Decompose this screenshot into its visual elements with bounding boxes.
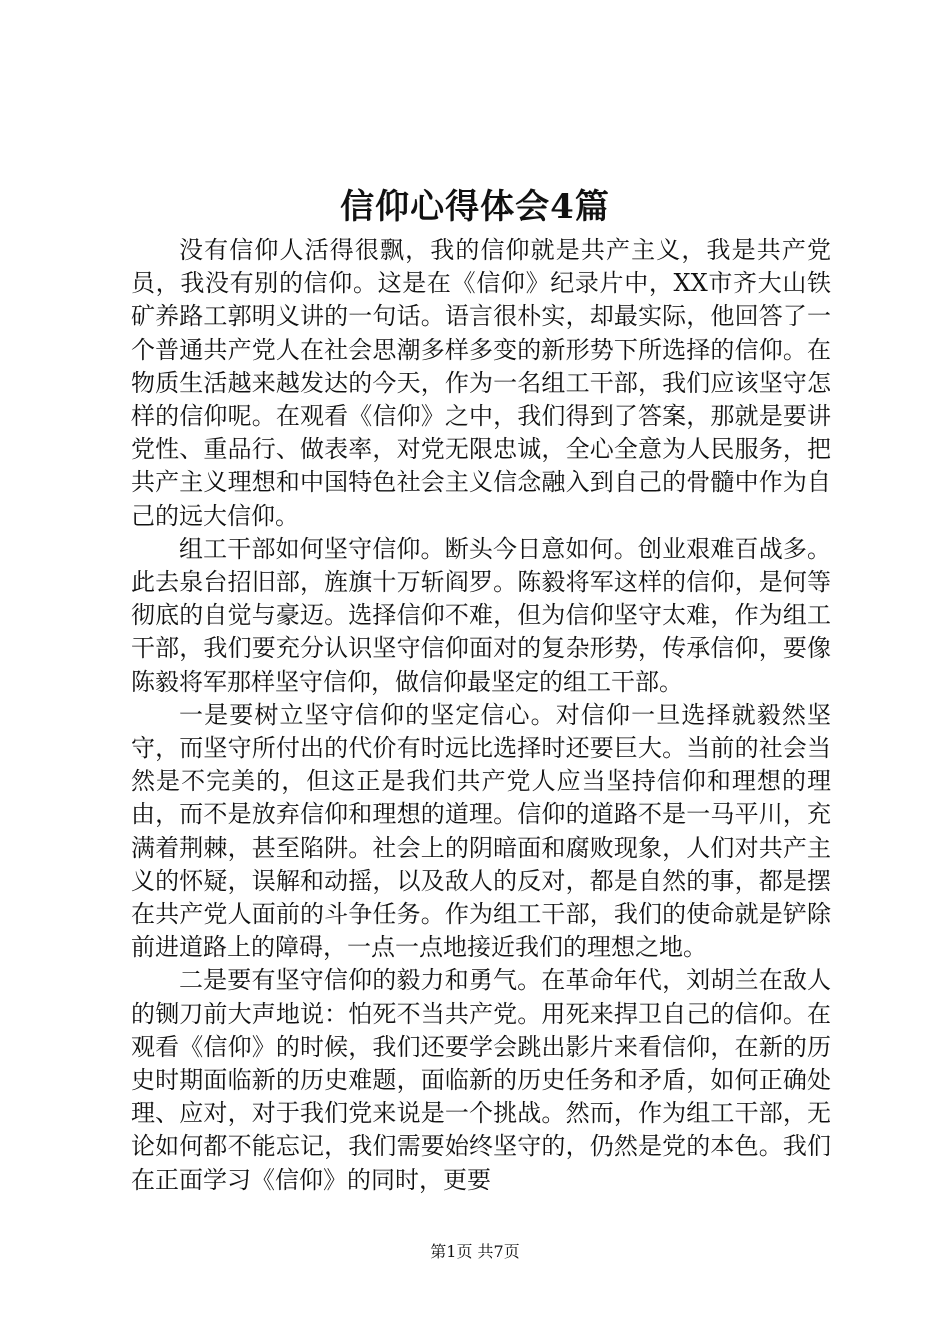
document-title: 信仰心得体会4篇 (340, 187, 610, 227)
paragraph-1: 没有信仰人活得很飘，我的信仰就是共产主义，我是共产党员，我没有别的信仰。这是在《信仰》纪录片中，XX市齐大山铁矿养路工郭明义讲的一句话。语言很朴实，却最实际，他回答了一个普通共产党人在社会思潮多样多变的新形势下所选择的信仰。在物质生活越来越发达的今天，作为一名组工干部，我们应该坚守怎样的信仰呢。在观看《信仰》之中，我们得到了答案，那就是要讲党性、重品行、做表率，对党无限忠诚，全心全意为人民服务，把共产主义理想和中国特色社会主义信念融入到自己的骨髓中作为自己的远大信仰。 (131, 236, 831, 530)
page-footer: 第1页 共7页 (430, 1242, 520, 1261)
paragraph-4: 二是要有坚守信仰的毅力和勇气。在革命年代，刘胡兰在敌人的铡刀前大声地说：怕死不当共产党。用死来捍卫自己的信仰。在观看《信仰》的时候，我们还要学会跳出影片来看信仰，在新的历史时期面临新的历史难题，面临新的历史任务和矛盾，如何正确处理、应对，对于我们党来说是一个挑战。然而，作为组工干部，无论如何都不能忘记，我们需要始终坚守的，仍然是党的本色。我们在正面学习《信仰》的同时，更要 (131, 966, 831, 1194)
paragraph-2: 组工干部如何坚守信仰。断头今日意如何。创业艰难百战多。此去泉台招旧部，旌旗十万斩阎罗。陈毅将军这样的信仰，是何等彻底的自觉与豪迈。选择信仰不难，但为信仰坚守太难，作为组工干部，我们要充分认识坚守信仰面对的复杂形势，传承信仰，要像陈毅将军那样坚守信仰，做信仰最坚定的组工干部。 (131, 534, 831, 696)
paragraph-3: 一是要树立坚守信仰的坚定信心。对信仰一旦选择就毅然坚守，而坚守所付出的代价有时远比选择时还要巨大。当前的社会当然是不完美的，但这正是我们共产党人应当坚持信仰和理想的理由，而不是放弃信仰和理想的道理。信仰的道路不是一马平川，充满着荆棘，甚至陷阱。社会上的阴暗面和腐败现象，人们对共产主义的怀疑，误解和动摇，以及敌人的反对，都是自然的事，都是摆在共产党人面前的斗争任务。作为组工干部，我们的使命就是铲除前进道路上的障碍，一点一点地接近我们的理想之地。 (131, 700, 831, 962)
document-body (131, 234, 831, 1197)
